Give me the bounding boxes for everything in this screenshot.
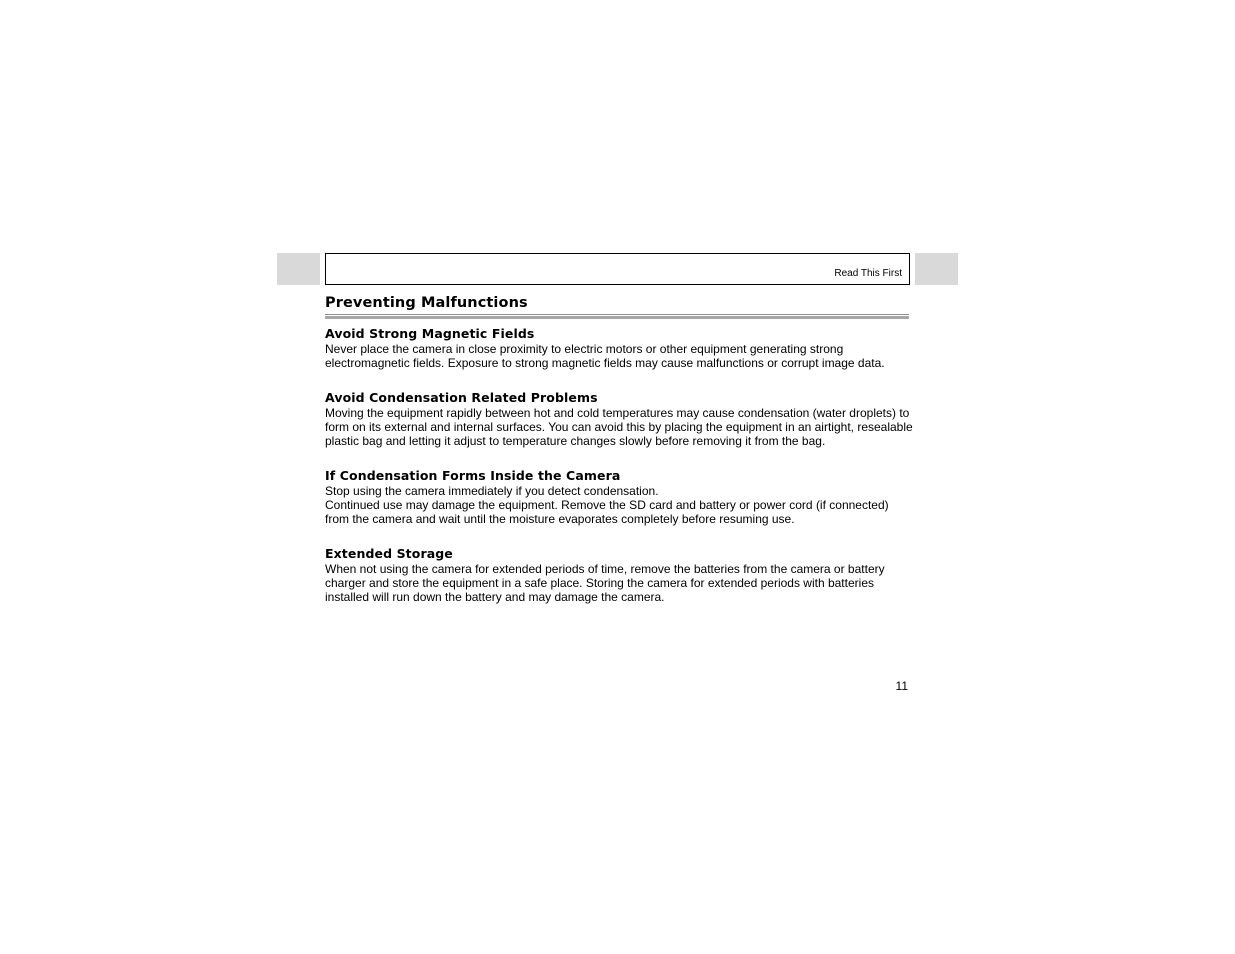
section-heading: Avoid Condensation Related Problems xyxy=(325,390,598,405)
section-magnetic-fields xyxy=(325,326,915,370)
left-margin-tab xyxy=(277,253,320,285)
page-number: 11 xyxy=(895,679,908,693)
section-paragraph: Stop using the camera immediately if you detect condensation. xyxy=(325,484,659,498)
section-condensation-inside xyxy=(325,468,915,526)
section-paragraph: Continued use may damage the equipment. Remove the SD card and battery or power cord (if connected) from the camera and wait until the moisture evaporates completely before resuming use. xyxy=(325,498,889,526)
running-header xyxy=(325,253,910,285)
right-margin-tab xyxy=(915,253,958,285)
page-content xyxy=(325,326,915,624)
section-paragraph: Never place the camera in close proximity to electric motors or other equipment generating strong electromagnetic fields. Exposure to strong magnetic fields may cause malfunctions or corrupt image data. xyxy=(325,342,885,370)
page-title: Preventing Malfunctions xyxy=(325,295,528,311)
title-underline xyxy=(325,314,909,319)
section-heading: Extended Storage xyxy=(325,546,453,561)
running-header-label: Read This First xyxy=(834,268,902,279)
section-heading: If Condensation Forms Inside the Camera xyxy=(325,468,621,483)
section-heading: Avoid Strong Magnetic Fields xyxy=(325,326,535,341)
section-paragraph: Moving the equipment rapidly between hot and cold temperatures may cause condensation (water droplets) to form on its external and internal surfaces. You can avoid this by placing the equipment in an airtight, resealable plastic bag and letting it adjust to temperature changes slowly before removing it from the bag. xyxy=(325,406,913,448)
section-extended-storage xyxy=(325,546,915,604)
section-condensation-problems xyxy=(325,390,915,448)
section-paragraph: When not using the camera for extended periods of time, remove the batteries from the camera or battery charger and store the equipment in a safe place. Storing the camera for extended periods with batteries installed will run down the battery and may damage the camera. xyxy=(325,562,885,604)
